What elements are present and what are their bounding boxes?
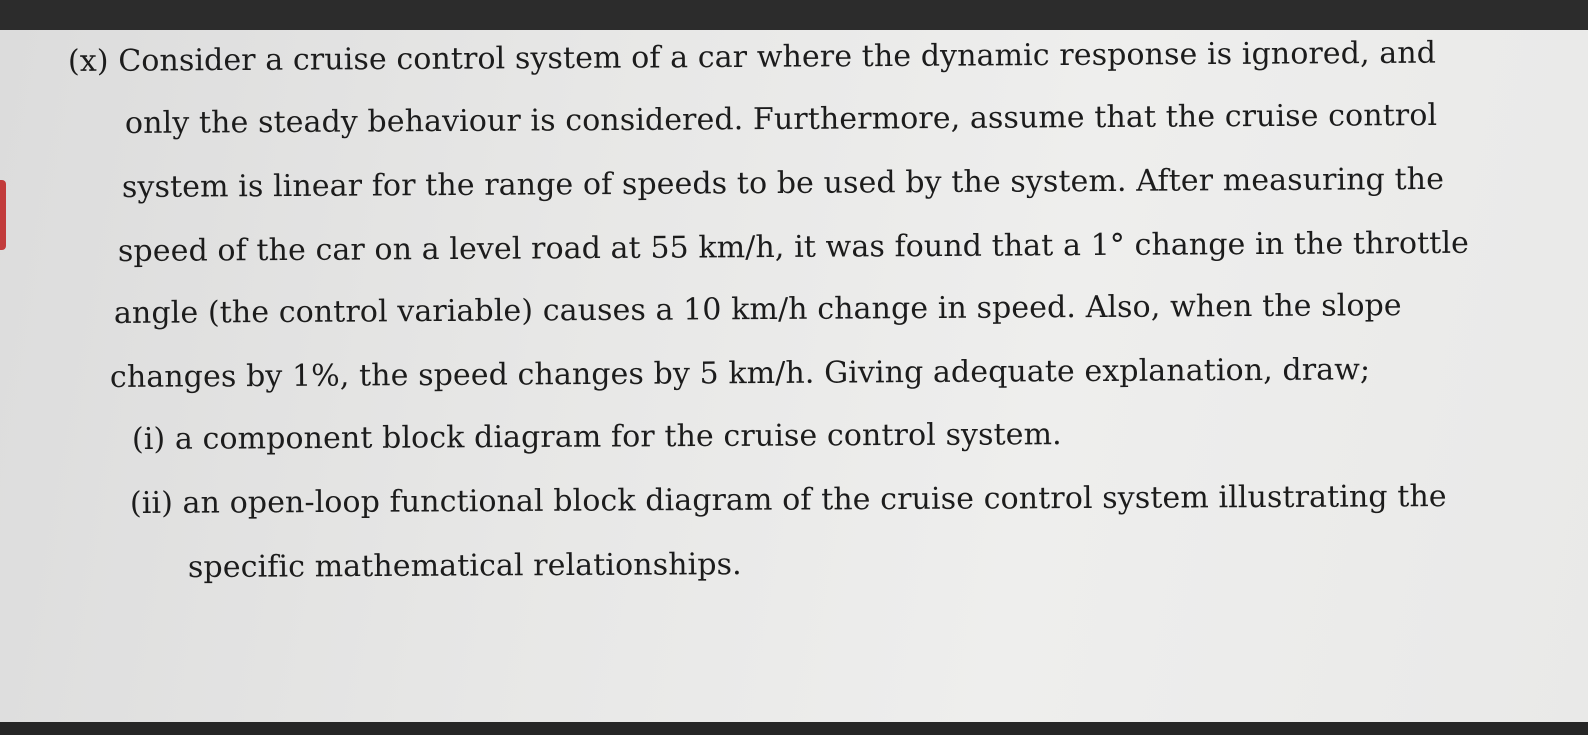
sub-question-ii: (ii) an open-loop functional block diagram of the cruise control system illustrating the [129, 479, 1447, 521]
sub-question-i: (i) a component block diagram for the cruise control system. [131, 417, 1062, 457]
bottom-dark-border [0, 722, 1588, 735]
red-edge-mark [0, 180, 6, 250]
question-line-2: only the steady behaviour is considered. Furthermore, assume that the cruise control [124, 97, 1438, 141]
question-line-1: (x) Consider a cruise control system of a car where the dynamic response is ignored, and [67, 35, 1437, 79]
question-line-6: changes by 1%, the speed changes by 5 km/h. Giving adequate explanation, draw; [109, 352, 1371, 395]
question-line-3: system is linear for the range of speeds to be used by the system. After measuring the [121, 161, 1445, 205]
question-line-4: speed of the car on a level road at 55 km/h, it was found that a 1° change in the throttle [117, 225, 1470, 269]
top-dark-border [0, 0, 1588, 30]
document-page [0, 30, 1588, 722]
sub-question-ii-continued: specific mathematical relationships. [187, 547, 742, 585]
question-line-5: angle (the control variable) causes a 10 km/h change in speed. Also, when the slope [113, 288, 1402, 331]
